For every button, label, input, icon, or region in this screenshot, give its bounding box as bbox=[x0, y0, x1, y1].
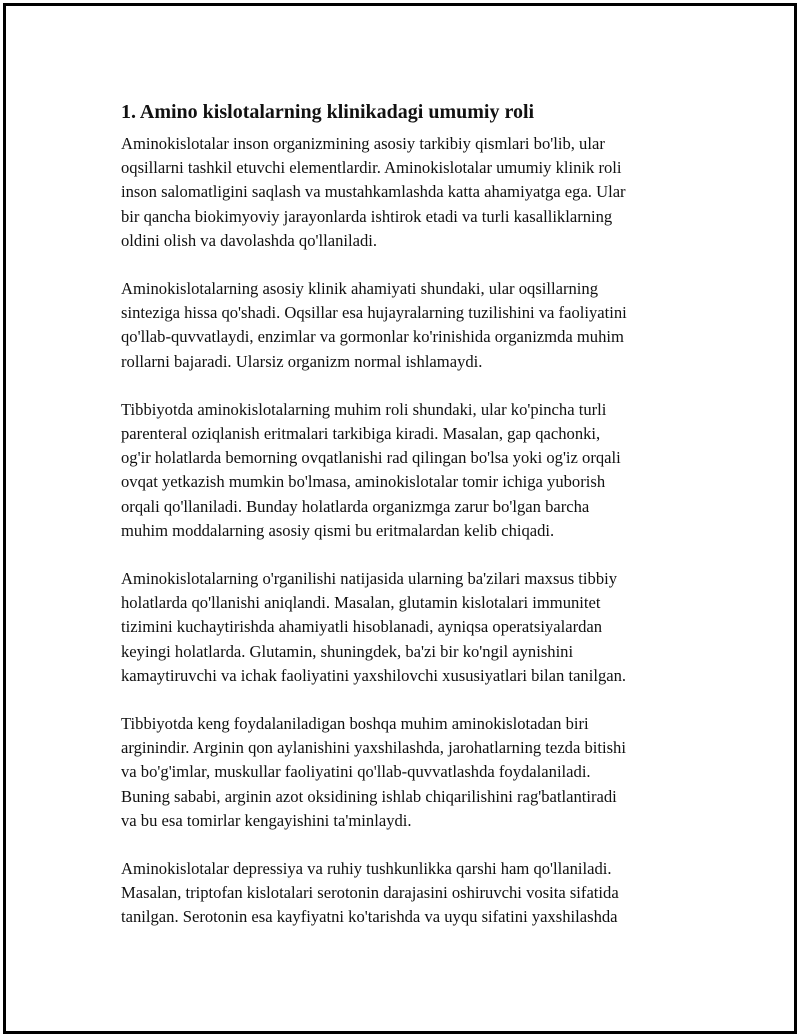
page-border bbox=[3, 3, 797, 1034]
text-line: oldini olish va davolashda qo'llaniladi. bbox=[121, 230, 378, 250]
text-line: Buning sababi, arginin azot oksidining ishlab chiqarilishini rag'batlantiradi bbox=[121, 786, 617, 806]
paragraph-6 bbox=[121, 857, 691, 930]
text-line: va bu esa tomirlar kengayishini ta'minlaydi. bbox=[121, 810, 412, 830]
text-line: rollarni bajaradi. Ularsiz organizm normal ishlamaydi. bbox=[121, 351, 483, 371]
text-line: tanilgan. Serotonin esa kayfiyatni ko'tarishda va uyqu sifatini yaxshilashda bbox=[121, 907, 618, 927]
paragraph-2 bbox=[121, 277, 691, 374]
text-line: og'ir holatlarda bemorning ovqatlanishi rad qilingan bo'lsa yoki og'iz orqali bbox=[121, 448, 621, 468]
paragraph-1 bbox=[121, 132, 691, 253]
paragraph-4 bbox=[121, 567, 691, 688]
text-line: bir qancha biokimyoviy jarayonlarda ishtirok etadi va turli kasalliklarning bbox=[121, 206, 613, 226]
text-line: arginindir. Arginin qon aylanishini yaxshilashda, jarohatlarning tezda bitishi bbox=[121, 738, 626, 758]
text-line: parenteral oziqlanish eritmalari tarkibiga kiradi. Masalan, gap qachonki, bbox=[121, 424, 601, 444]
paragraph-3 bbox=[121, 398, 691, 543]
text-line: orqali qo'llaniladi. Bunday holatlarda organizmga zarur bo'lgan barcha bbox=[121, 496, 590, 516]
text-line: Aminokislotalar depressiya va ruhiy tushkunlikka qarshi ham qo'llaniladi. bbox=[121, 859, 612, 879]
text-line: Aminokislotalarning o'rganilishi natijasida ularning ba'zilari maxsus tibbiy bbox=[121, 569, 618, 589]
text-line: oqsillarni tashkil etuvchi elementlardir. Aminokislotalar umumiy klinik roli bbox=[121, 158, 622, 178]
section-heading: 1. Amino kislotalarning klinikadagi umumiy roli bbox=[121, 101, 535, 123]
text-line: tizimini kuchaytirishda ahamiyatli hisoblanadi, ayniqsa operatsiyalardan bbox=[121, 617, 603, 637]
text-line: kamaytiruvchi va ichak faoliyatini yaxshilovchi xususiyatlari bilan tanilgan. bbox=[121, 665, 627, 685]
text-line: qo'llab-quvvatlaydi, enzimlar va gormonlar ko'rinishida organizmda muhim bbox=[121, 327, 624, 347]
text-line: holatlarda qo'llanishi aniqlandi. Masalan, glutamin kislotalari immunitet bbox=[121, 593, 601, 613]
text-line: Masalan, triptofan kislotalari serotonin darajasini oshiruvchi vosita sifatida bbox=[121, 883, 619, 903]
text-line: va bo'g'imlar, muskullar faoliyatini qo'llab-quvvatlashda foydalaniladi. bbox=[121, 762, 591, 782]
text-line: muhim moddalarning asosiy qismi bu eritmalardan kelib chiqadi. bbox=[121, 520, 555, 540]
text-line: sinteziga hissa qo'shadi. Oqsillar esa hujayralarning tuzilishini va faoliyatini bbox=[121, 303, 627, 323]
text-line: ovqat yetkazish mumkin bo'lmasa, aminokislotalar tomir ichiga yuborish bbox=[121, 472, 606, 492]
text-line: Aminokislotalarning asosiy klinik ahamiyati shundaki, ular oqsillarning bbox=[121, 279, 599, 299]
text-line: keyingi holatlarda. Glutamin, shuningdek, ba'zi bir ko'ngil aynishini bbox=[121, 641, 574, 661]
text-line: Aminokislotalar inson organizmining asosiy tarkibiy qismlari bo'lib, ular bbox=[121, 134, 605, 153]
text-line: inson salomatligini saqlash va mustahkamlashda katta ahamiyatga ega. Ular bbox=[121, 182, 626, 202]
text-line: Tibbiyotda aminokislotalarning muhim roli shundaki, ular ko'pincha turli bbox=[121, 399, 607, 419]
document-body bbox=[121, 98, 691, 954]
paragraph-5 bbox=[121, 712, 691, 833]
text-line: Tibbiyotda keng foydalaniladigan boshqa muhim aminokislotadan biri bbox=[121, 714, 589, 734]
